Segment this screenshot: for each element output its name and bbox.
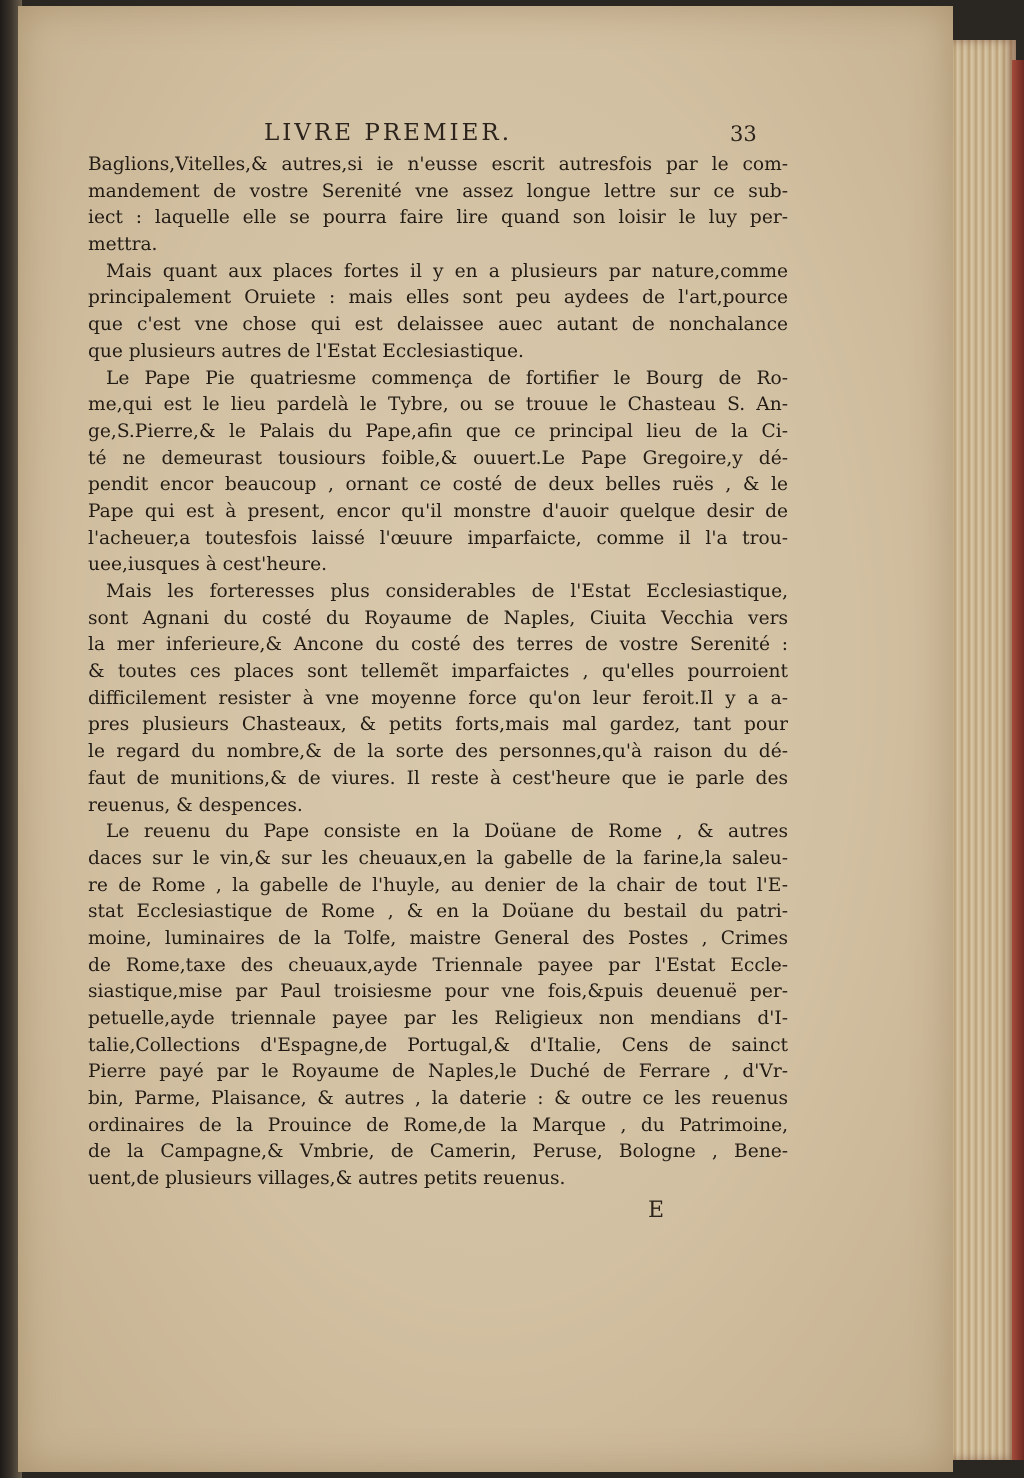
text-line: de Rome,taxe des cheuaux,ayde Triennale payee par l'Estat Eccle- <box>88 954 788 976</box>
text-line: difficilement resister à vne moyenne force qu'on leur feroit.Il y a a- <box>88 687 788 709</box>
text-line: uent,de plusieurs villages,& autres petits reuenus. <box>88 1168 566 1190</box>
text-line: la mer inferieure,& Ancone du costé des terres de vostre Serenité : <box>88 634 788 656</box>
page-stack-edge <box>950 40 1016 1460</box>
text-line: stat Ecclesiastique de Rome , & en la Doüane du bestail du patri- <box>88 901 788 923</box>
text-line: moine, luminaires de la Tolfe, maistre General des Postes , Crimes <box>88 927 788 949</box>
text-line: me,qui est le lieu pardelà le Tybre, ou se trouue le Chasteau S. An- <box>88 394 788 416</box>
text-line: bin, Parme, Plaisance, & autres , la daterie : & outre ce les reuenus <box>88 1088 788 1110</box>
running-title: LIVRE PREMIER. <box>264 120 513 146</box>
text-line: que c'est vne chose qui est delaissee auec autant de nonchalance <box>88 314 788 336</box>
text-line: ordinaires de la Prouince de Rome,de la Marque , du Patrimoine, <box>88 1114 788 1136</box>
text-line: reuenus, & despences. <box>88 794 303 816</box>
text-line: sont Agnani du costé du Royaume de Naples, Ciuita Vecchia vers <box>88 607 788 629</box>
text-line: petuelle,ayde triennale payee par les Religieux non mendians d'I- <box>88 1008 788 1029</box>
text-line: le regard du nombre,& de la sorte des personnes,qu'à raison du dé- <box>88 741 788 763</box>
text-line: pendit encor beaucoup , ornant ce costé de deux belles ruës , & le <box>88 474 788 496</box>
text-line: re de Rome , la gabelle de l'huyle, au denier de la chair de tout l'E- <box>88 874 788 896</box>
text-line: té ne demeurast tousiours foible,& ouuert.Le Pape Gregoire,y dé- <box>88 447 788 469</box>
text-line: talie,Collections d'Espagne,de Portugal,& d'Italie, Cens de sainct <box>88 1034 788 1056</box>
page-number: 33 <box>730 122 757 146</box>
text-line: pres plusieurs Chasteaux, & petits forts,mais mal gardez, tant pour <box>88 714 788 736</box>
text-line: iect : laquelle elle se pourra faire lire quand son loisir le luy per- <box>88 207 788 229</box>
text-line: Mais les forteresses plus considerables de l'Estat Ecclesiastique, <box>106 581 788 602</box>
catchword: E <box>648 1198 665 1223</box>
text-line: Mais quant aux places fortes il y en a plusieurs par nature,comme <box>106 260 788 282</box>
text-line: siastique,mise par Paul troisiesme pour vne fois,&puis deuenuë per- <box>88 981 788 1003</box>
text-line: de la Campagne,& Vmbrie, de Camerin, Peruse, Bologne , Bene- <box>88 1141 788 1163</box>
book-cover-edge <box>1012 60 1024 1460</box>
text-line: mandement de vostre Serenité vne assez longue lettre sur ce sub- <box>88 180 788 202</box>
page-header <box>18 120 953 154</box>
text-line: Le reuenu du Pape consiste en la Doüane de Rome , & autres <box>106 821 788 843</box>
text-line: & toutes ces places sont tellemẽt imparfaictes , qu'elles pourroient <box>88 661 788 683</box>
text-line: faut de munitions,& de viures. Il reste à cest'heure que ie parle des <box>88 767 788 789</box>
text-line: mettra. <box>88 234 158 256</box>
text-line: que plusieurs autres de l'Estat Ecclesiastique. <box>88 340 524 362</box>
text-line: principalement Oruiete : mais elles sont peu aydees de l'art,pource <box>88 287 788 309</box>
book-page <box>18 6 953 1472</box>
text-line: uee,iusques à cest'heure. <box>88 554 327 576</box>
text-line: ge,S.Pierre,& le Palais du Pape,afin que ce principal lieu de la Ci- <box>88 420 788 442</box>
text-line: daces sur le vin,& sur les cheuaux,en la gabelle de la farine,la saleu- <box>88 847 788 869</box>
text-line: Baglions,Vitelles,& autres,si ie n'eusse escrit autresfois par le com- <box>88 154 788 175</box>
text-line: l'acheuer,a toutesfois laissé l'œuure imparfaicte, comme il l'a trou- <box>88 527 788 549</box>
text-line: Pierre payé par le Royaume de Naples,le Duché de Ferrare , d'Vr- <box>88 1061 788 1083</box>
body-text <box>88 152 788 1193</box>
text-line: Pape qui est à present, encor qu'il monstre d'auoir quelque desir de <box>88 500 788 522</box>
text-line: Le Pape Pie quatriesme commença de fortifier le Bourg de Ro- <box>106 367 788 389</box>
